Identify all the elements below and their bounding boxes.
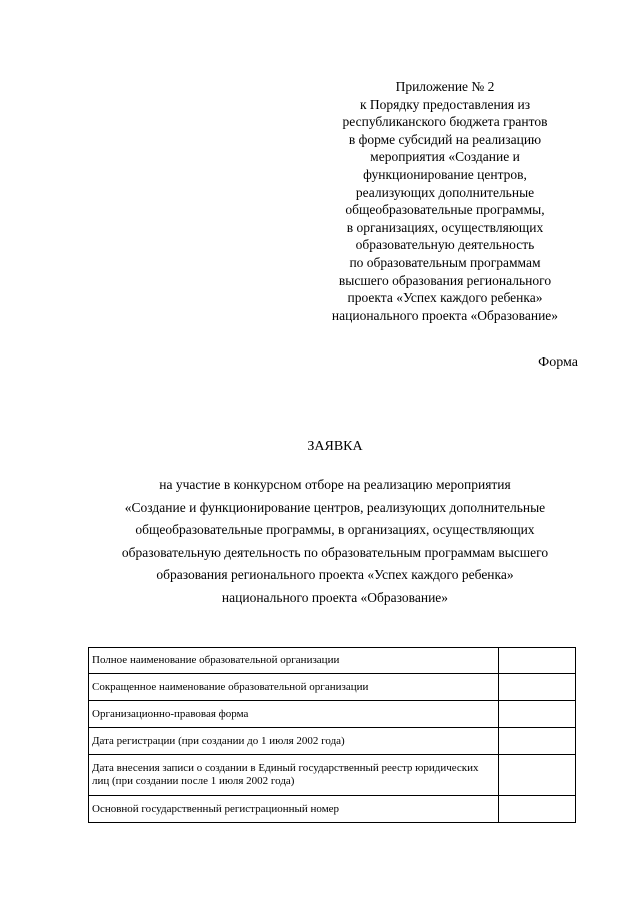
appendix-line: к Порядку предоставления из bbox=[359, 96, 531, 112]
row-value-cell[interactable] bbox=[499, 674, 576, 701]
subtitle-line: на участие в конкурсном отборе на реализацию мероприятия bbox=[159, 477, 511, 492]
appendix-line: реализующих дополнительные bbox=[355, 184, 535, 200]
appendix-line: в форме субсидий на реализацию bbox=[348, 131, 542, 147]
appendix-line: высшего образования регионального bbox=[338, 272, 552, 288]
form-label: Форма bbox=[538, 355, 578, 370]
appendix-line: Приложение № 2 bbox=[395, 79, 495, 94]
document-subtitle bbox=[60, 474, 610, 610]
subtitle-line: общеобразовательные программы, в организациях, осуществляющих bbox=[135, 522, 535, 538]
row-value-cell[interactable] bbox=[499, 728, 576, 755]
subtitle-line: национального проекта «Образование» bbox=[221, 589, 449, 605]
appendix-line: функционирование центров, bbox=[363, 166, 527, 182]
row-value-cell[interactable] bbox=[499, 755, 576, 796]
appendix-line: в организациях, осуществляющих bbox=[346, 219, 544, 235]
table-row bbox=[89, 701, 576, 728]
table-row bbox=[89, 796, 576, 823]
row-value-cell[interactable] bbox=[499, 648, 576, 674]
row-label: Организационно-правовая форма bbox=[89, 701, 499, 728]
row-value-cell[interactable] bbox=[499, 701, 576, 728]
row-value-cell[interactable] bbox=[499, 796, 576, 823]
appendix-line: республиканского бюджета грантов bbox=[342, 114, 548, 130]
table-row bbox=[89, 674, 576, 701]
table-row bbox=[89, 755, 576, 796]
appendix-line: мероприятия «Создание и bbox=[370, 149, 520, 165]
appendix-line: национального проекта «Образование» bbox=[331, 307, 559, 323]
appendix-header bbox=[300, 78, 590, 324]
appendix-line: проекта «Успех каждого ребенка» bbox=[347, 290, 543, 306]
appendix-line: по образовательным программам bbox=[349, 254, 541, 270]
table-row bbox=[89, 728, 576, 755]
row-label: Полное наименование образовательной организации bbox=[89, 648, 499, 674]
row-label: Сокращенное наименование образовательной организации bbox=[89, 674, 499, 701]
appendix-line: образовательную деятельность bbox=[355, 237, 535, 253]
document-title: ЗАЯВКА bbox=[307, 439, 363, 454]
subtitle-line: «Создание и функционирование центров, реализующих дополнительные bbox=[124, 499, 546, 515]
table-row bbox=[89, 648, 576, 674]
subtitle-line: образования регионального проекта «Успех каждого ребенка» bbox=[156, 567, 514, 583]
subtitle-line: образовательную деятельность по образовательным программам высшего bbox=[121, 544, 549, 560]
row-label: Основной государственный регистрационный номер bbox=[89, 796, 499, 823]
appendix-line: общеобразовательные программы, bbox=[345, 202, 545, 218]
row-label: Дата внесения записи о создании в Единый государственный реестр юридических лиц (при создании после 1 июля 2002 года) bbox=[89, 755, 499, 796]
organization-info-table bbox=[88, 647, 576, 823]
row-label: Дата регистрации (при создании до 1 июля 2002 года) bbox=[89, 728, 499, 755]
